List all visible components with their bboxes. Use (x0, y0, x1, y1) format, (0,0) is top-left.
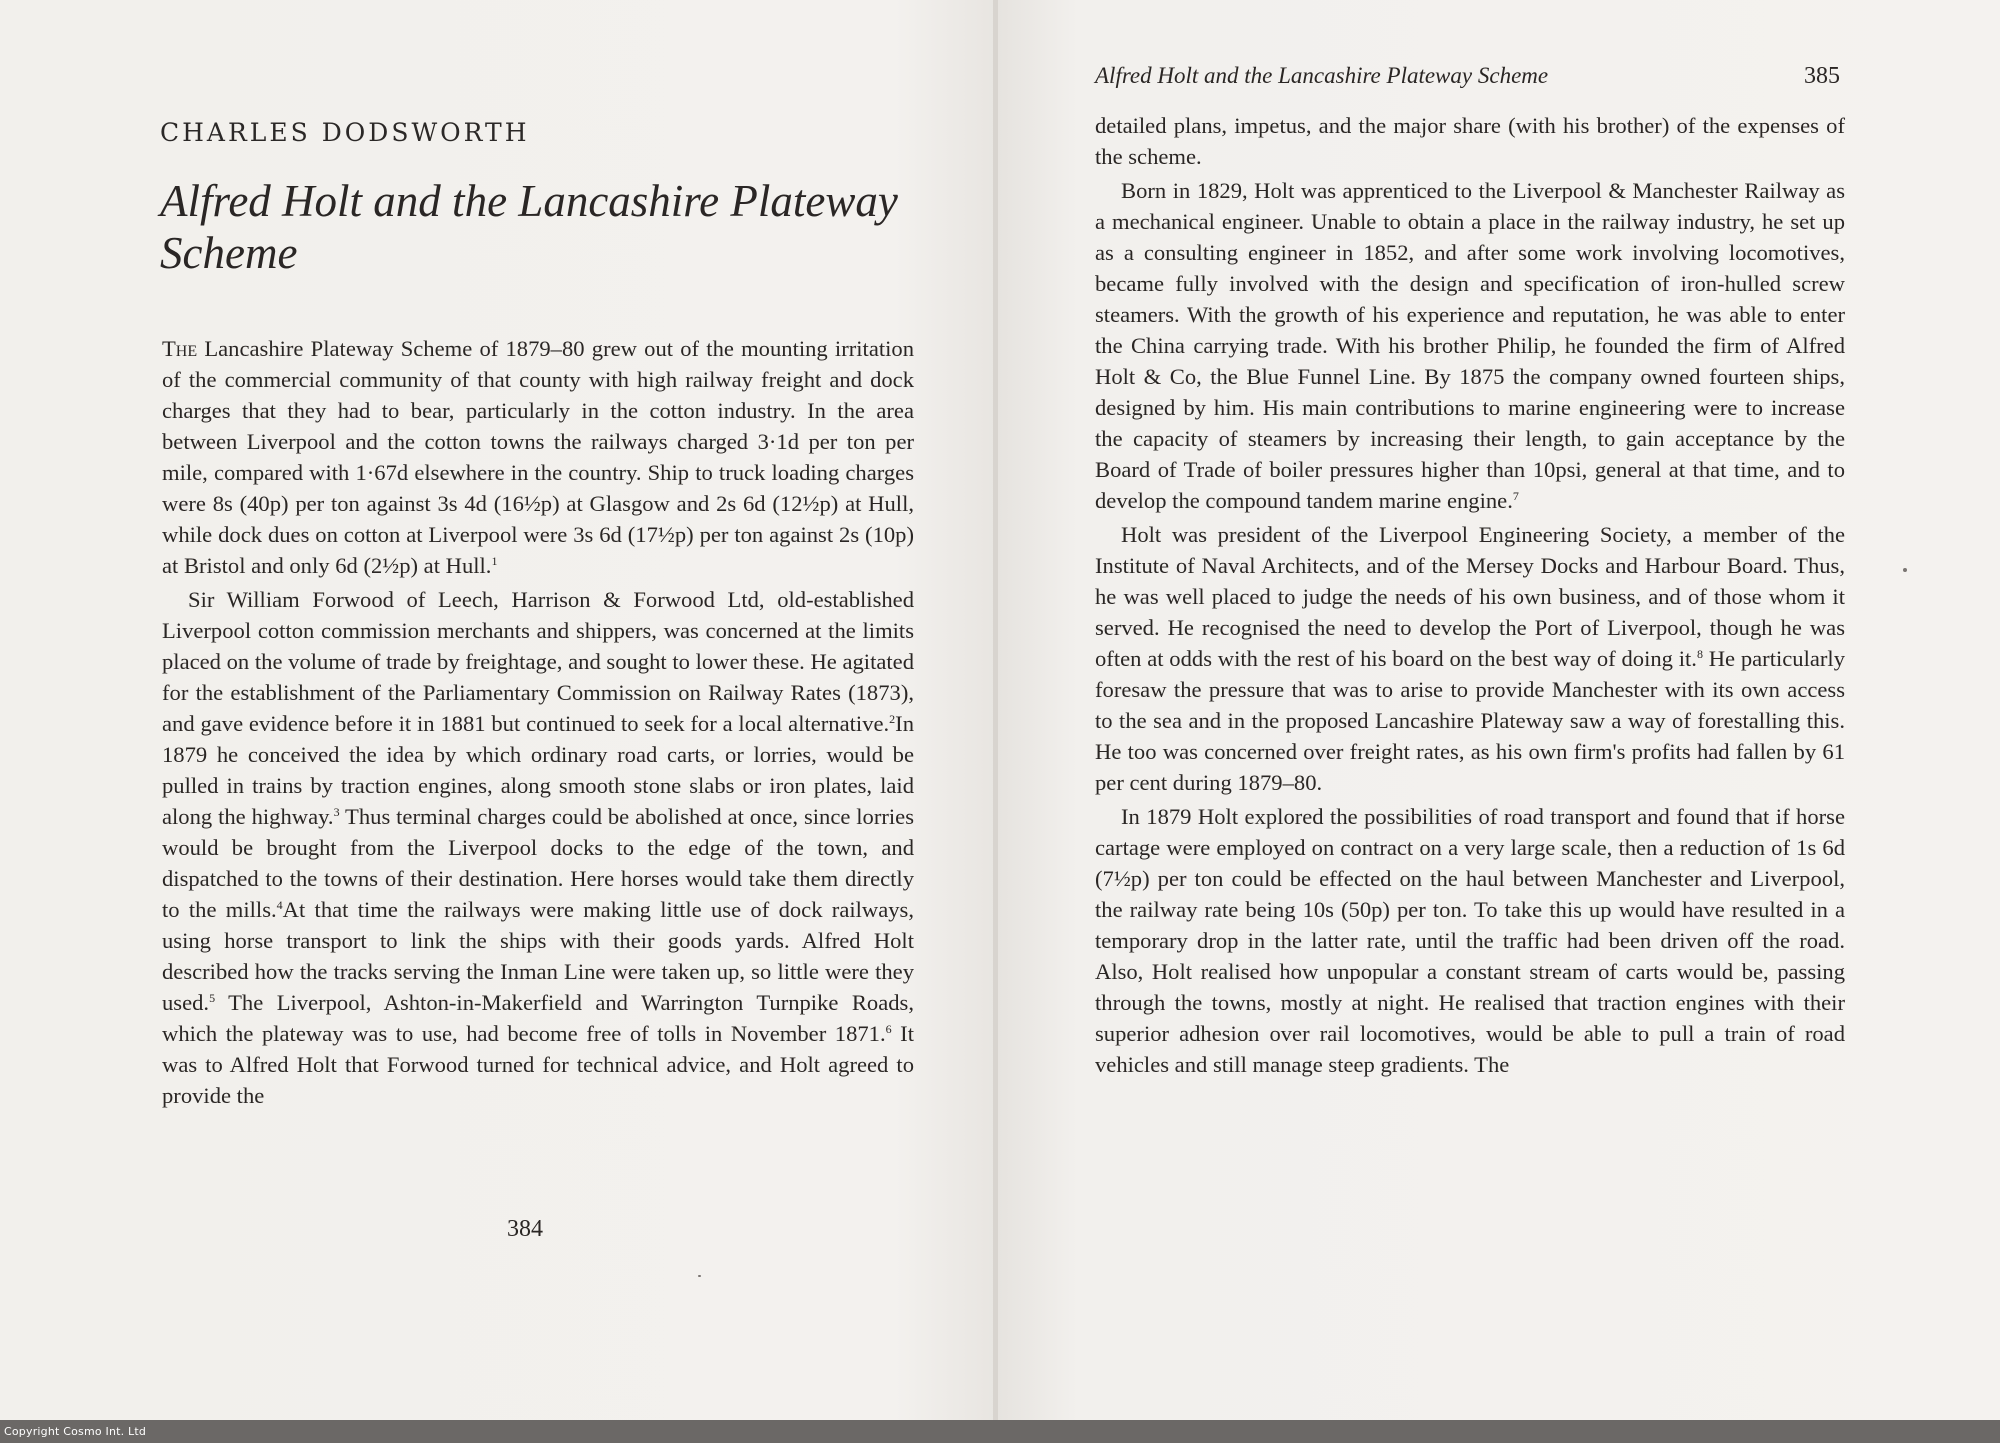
small-caps-lead: The (162, 336, 198, 361)
right-body-text (1095, 110, 1845, 1080)
footnote-ref: 6 (885, 1022, 892, 1036)
bottom-strip (0, 1420, 2000, 1443)
paragraph: Holt was president of the Liverpool Engineering Society, a member of the Institute of Naval Architects, and of the Mersey Docks and Harbour Board. Thus, he was well placed to judge the needs of his own business, and of those whom it served. He recognised the need to develop the Port of Liverpool, though he was often at odds with the rest of his board on the best way of doing it.$^8$ He particularly foresaw the pressure that was to arise to provide Manchester with its own access to the sea and in the proposed Lancashire Plateway saw a way of forestalling this. He too was concerned over freight rates, as his own firm's profits had fallen by 61 per cent during 1879–80. (1095, 522, 1845, 795)
page-number-right: 385 (1804, 63, 1840, 89)
paragraph: Born in 1829, Holt was apprenticed to the Liverpool & Manchester Railway as a mechanical engineer. Unable to obtain a place in the railway industry, he set up as a consulting engineer in 1852, and after some work involving locomotives, became fully involved with the design and specification of iron-hulled screw steamers. With the growth of his experience and reputation, he was able to enter the China carrying trade. With his brother Philip, he founded the firm of Alfred Holt & Co, the Blue Funnel Line. By 1875 the company owned fourteen ships, designed by him. His main contributions to marine engineering were to increase the capacity of steamers by increasing their length, to gain acceptance by the Board of Trade of boiler pressures higher than 10psi, general at that time, and to develop the compound tandem marine engine.$^7$ (1095, 178, 1845, 513)
footnote-ref: 3 (333, 805, 340, 819)
left-body-text (162, 333, 914, 1111)
paragraph: Sir William Forwood of Leech, Harrison & Forwood Ltd, old-established Liverpool cotton commission merchants and shippers, was concerned at the limits placed on the volume of trade by freightage, and sought to lower these. He agitated for the establishment of the Parliamentary Commission on Railway Rates (1873), and gave evidence before it in 1881 but continued to seek for a local alternative.$^2$In 1879 he conceived the idea by which ordinary road carts, or lorries, would be pulled in trains by traction engines, along smooth stone slabs or iron plates, laid along the highway.$^3$ Thus terminal charges could be abolished at once, since lorries would be brought from the Liverpool docks to the edge of the town, and dispatched to the towns of their destination. Here horses would take them directly to the mills.$^4$At that time the railways were making little use of dock railways, using horse transport to link the ships with their goods yards. Alfred Holt described how the tracks serving the Inman Line were taken up, so little were they used.$^5$ The Liverpool, Ashton-in-Makerfield and Warrington Turnpike Roads, which the plateway was to use, had become free of tolls in November 1871.$^6$ It was to Alfred Holt that Forwood turned for technical advice, and Holt agreed to provide the (162, 587, 914, 1108)
footnote-ref: 7 (1512, 489, 1519, 503)
footnote-ref: 4 (276, 898, 283, 912)
paragraph: The Lancashire Plateway Scheme of 1879–80 grew out of the mounting irritation of the commercial community of that county with high railway freight and dock charges that they had to bear, particularly in the cotton industry. In the area between Liverpool and the cotton towns the railways charged 3·1d per ton per mile, compared with 1·67d elsewhere in the country. Ship to truck loading charges were 8s (40p) per ton against 3s 4d (16½p) at Glasgow and 2s 6d (12½p) at Hull, while dock dues on cotton at Liverpool were 3s 6d (17½p) per ton against 2s (10p) at Bristol and only 6d (2½p) at Hull.$^1$ (162, 336, 914, 578)
footnote-ref: 8 (1696, 647, 1703, 661)
paragraph: In 1879 Holt explored the possibilities of road transport and found that if horse cartage were employed on contract on a very large scale, then a reduction of 1s 6d (7½p) per ton could be effected on the haul between Manchester and Liverpool, the railway rate being 10s (50p) per ton. To take this up would have resulted in a temporary drop in the latter rate, until the traffic had been driven off the road. Also, Holt realised how unpopular a constant stream of carts would be, passing through the towns, mostly at night. He realised that traction engines with their superior adhesion over rail locomotives, would be able to pull a train of road vehicles and still manage steep gradients. The (1095, 804, 1845, 1077)
copyright-watermark: Copyright Cosmo Int. Ltd (4, 1425, 147, 1438)
article-title: Alfred Holt and the Lancashire Plateway Scheme (160, 176, 898, 278)
footnote-ref: 1 (491, 554, 498, 568)
running-head: Alfred Holt and the Lancashire Plateway Scheme (1095, 63, 1549, 88)
footnote-ref: 5 (209, 991, 216, 1005)
author-name: CHARLES DODSWORTH (160, 118, 530, 147)
paper-speck (1903, 568, 1907, 572)
paragraph-continuation: detailed plans, impetus, and the major share (with his brother) of the expenses of the scheme. (1095, 113, 1845, 169)
paper-speck (698, 1275, 701, 1277)
footnote-ref: 2 (889, 712, 896, 726)
page-number-left: 384 (507, 1216, 543, 1242)
